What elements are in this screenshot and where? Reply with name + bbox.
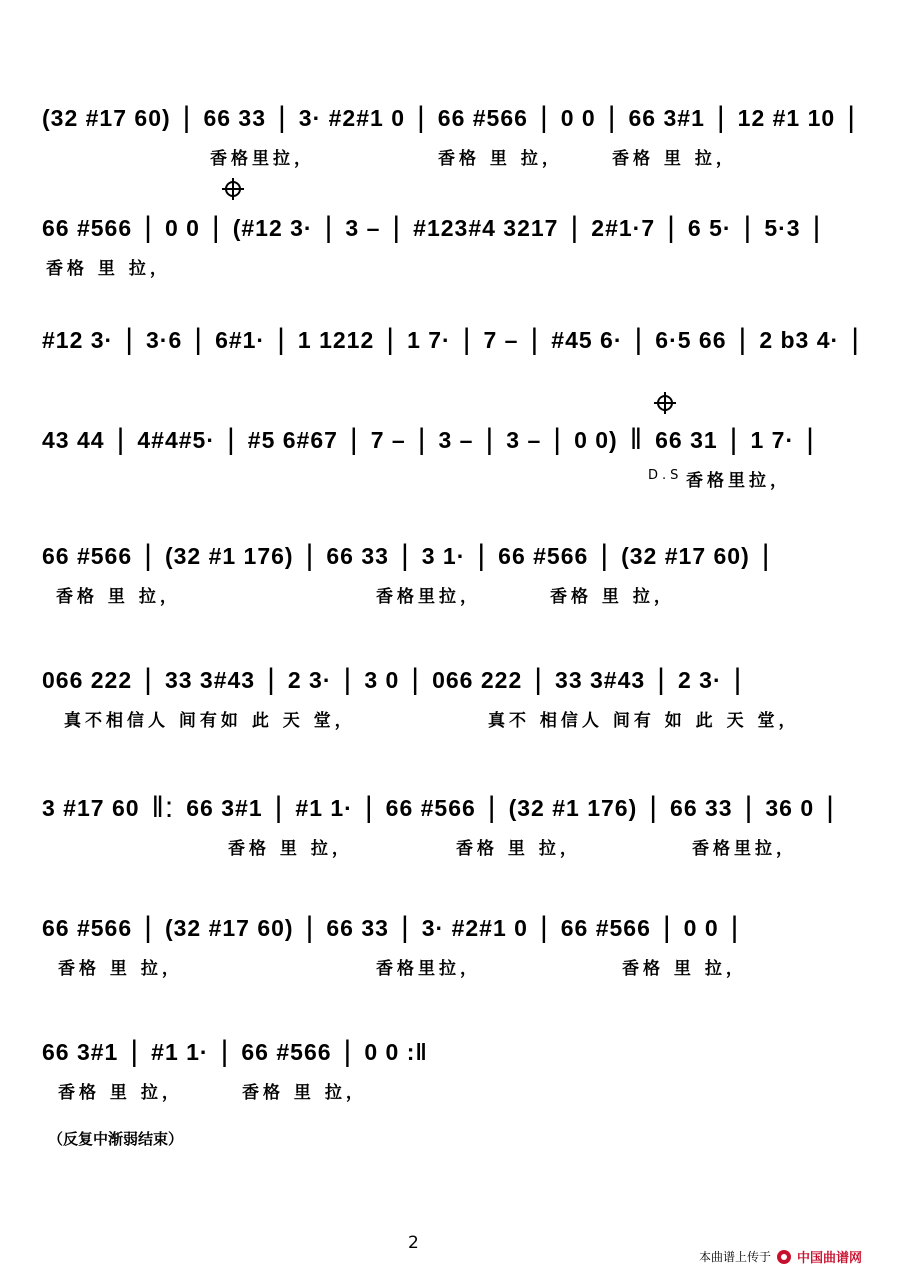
barline: | bbox=[743, 211, 753, 244]
notes-row bbox=[42, 662, 862, 698]
barline: | bbox=[392, 211, 402, 244]
barline: | bbox=[278, 101, 287, 134]
barline: | bbox=[812, 211, 822, 244]
measure: 66 33 bbox=[326, 914, 389, 941]
barline: | bbox=[477, 539, 487, 572]
barline: | bbox=[570, 211, 580, 244]
barline: | bbox=[226, 423, 236, 456]
measure: 12 #1 10 bbox=[737, 104, 836, 131]
lyrics-row bbox=[42, 254, 862, 280]
barline: | bbox=[730, 911, 740, 944]
barline: | bbox=[305, 539, 315, 572]
lyric: 香格 里 拉， bbox=[228, 839, 353, 859]
score-system bbox=[42, 210, 862, 284]
notes-row bbox=[42, 538, 862, 574]
barline: | bbox=[349, 423, 359, 456]
measure: 3 #17 60 bbox=[42, 794, 140, 821]
lyric: 香格里拉， bbox=[210, 149, 315, 169]
barline: | bbox=[667, 211, 676, 244]
barline: | bbox=[738, 323, 748, 356]
barline: | bbox=[530, 323, 540, 356]
measure: (32 #1 176) bbox=[164, 542, 294, 569]
upload-credit bbox=[699, 1247, 862, 1266]
lyric: 真不相信人 间有如 此 天 堂， bbox=[64, 711, 356, 731]
lyrics-row bbox=[42, 466, 862, 492]
lyrics-row bbox=[42, 1078, 862, 1104]
measure: 7 – bbox=[483, 326, 519, 353]
measure: 0 0 bbox=[683, 914, 719, 941]
barline: ‖: bbox=[151, 791, 175, 824]
barline: | bbox=[761, 539, 771, 572]
measure: 66 33 bbox=[203, 104, 266, 131]
measure: #123#4 3217 bbox=[413, 214, 559, 241]
lyrics-row bbox=[42, 834, 862, 860]
score-system bbox=[42, 790, 862, 864]
barline: | bbox=[716, 101, 726, 134]
measure: 3 – bbox=[438, 426, 474, 453]
measure: 6#1· bbox=[215, 326, 266, 353]
barline: | bbox=[649, 791, 659, 824]
barline: | bbox=[851, 323, 860, 356]
measure: 66 33 bbox=[326, 542, 389, 569]
lyric: 香格里拉， bbox=[692, 839, 797, 859]
barline: | bbox=[600, 539, 610, 572]
score-system bbox=[42, 662, 862, 736]
measure: 6 5· bbox=[687, 214, 732, 241]
measure: (#12 3· bbox=[232, 214, 313, 241]
measure: 66 33 bbox=[670, 794, 733, 821]
score-system bbox=[42, 100, 862, 174]
lyric: 真不 相信人 间有 如 此 天 堂， bbox=[488, 711, 800, 731]
barline: | bbox=[487, 791, 497, 824]
measure: 2 b3 4· bbox=[759, 326, 840, 353]
barline: | bbox=[144, 663, 153, 696]
measure: 36 0 bbox=[765, 794, 815, 821]
measure: 066 222 bbox=[432, 666, 523, 693]
score-system bbox=[42, 1034, 862, 1108]
lyrics-row bbox=[42, 582, 862, 608]
measure: (32 #17 60) bbox=[164, 914, 294, 941]
measure: #5 6#67 bbox=[247, 426, 338, 453]
notes-row bbox=[42, 322, 862, 358]
measure: 2 3· bbox=[677, 666, 722, 693]
measure: (32 #17 60) bbox=[621, 542, 750, 569]
measure: 33 3#43 bbox=[555, 666, 646, 693]
barline: | bbox=[485, 423, 495, 456]
measure: 66 #566 bbox=[42, 914, 133, 941]
barline: | bbox=[343, 1035, 353, 1068]
barline: | bbox=[417, 423, 427, 456]
lyric: 香格 里 拉， bbox=[58, 959, 183, 979]
measure: 66 #566 bbox=[437, 104, 528, 131]
coda-icon bbox=[654, 392, 676, 414]
measure: 5·3 bbox=[764, 214, 801, 241]
lyric: 香格 里 拉， bbox=[56, 587, 181, 607]
barline: | bbox=[364, 791, 374, 824]
notes-row bbox=[42, 210, 862, 246]
measure: 0 0 bbox=[560, 104, 596, 131]
page-number: 2 bbox=[408, 1233, 419, 1253]
barline: | bbox=[411, 663, 421, 696]
score-system bbox=[42, 538, 862, 612]
barline: | bbox=[744, 791, 754, 824]
barline: | bbox=[116, 423, 126, 456]
lyric: 香格 里 拉， bbox=[622, 959, 747, 979]
barline: | bbox=[305, 911, 315, 944]
lyric: 香格里拉， bbox=[686, 471, 791, 491]
measure: 3·6 bbox=[146, 326, 183, 353]
measure: 1 1212 bbox=[297, 326, 375, 353]
measure: 4#4#5· bbox=[137, 426, 215, 453]
measure: 66 3#1 bbox=[628, 104, 705, 131]
measure: 2 3· bbox=[287, 666, 332, 693]
measure: 6·5 66 bbox=[655, 326, 727, 353]
barline: | bbox=[324, 211, 334, 244]
barline: | bbox=[462, 323, 472, 356]
barline: | bbox=[417, 101, 426, 134]
measure: 0 0 bbox=[164, 214, 200, 241]
footnote: （反复中渐弱结束） bbox=[48, 1130, 184, 1148]
barline: | bbox=[634, 323, 644, 356]
measure: (32 #17 60) bbox=[42, 104, 171, 131]
barline: | bbox=[144, 539, 153, 572]
barline: | bbox=[847, 101, 856, 134]
barline: | bbox=[125, 323, 135, 356]
measure: 066 222 bbox=[42, 666, 133, 693]
barline: | bbox=[211, 211, 221, 244]
measure: 1 7· bbox=[750, 426, 795, 453]
barline: | bbox=[607, 101, 617, 134]
barline: | bbox=[400, 539, 410, 572]
lyric: 香格 里 拉， bbox=[438, 149, 563, 169]
lyric: 香格 里 拉， bbox=[58, 1083, 183, 1103]
barline: | bbox=[144, 211, 153, 244]
barline: | bbox=[386, 323, 396, 356]
barline: | bbox=[144, 911, 153, 944]
measure: 3· #2#1 0 bbox=[421, 914, 528, 941]
barline: | bbox=[662, 911, 672, 944]
measure: 3 1· bbox=[421, 542, 466, 569]
notes-row bbox=[42, 790, 862, 826]
measure: 66 #566 bbox=[241, 1038, 332, 1065]
score-system bbox=[42, 910, 862, 984]
barline: | bbox=[343, 663, 353, 696]
barline: | bbox=[267, 663, 276, 696]
barline: | bbox=[400, 911, 410, 944]
barline: | bbox=[539, 101, 549, 134]
measure: 7 – bbox=[370, 426, 406, 453]
segno-icon bbox=[222, 178, 244, 200]
barline: | bbox=[826, 791, 835, 824]
barline: | bbox=[733, 663, 743, 696]
measure: 3 – bbox=[506, 426, 542, 453]
notes-row bbox=[42, 100, 862, 136]
measure: 0 0 :‖ bbox=[364, 1038, 428, 1065]
measure: 3 0 bbox=[364, 666, 400, 693]
score-system bbox=[42, 422, 862, 496]
lyric: 香格 里 拉， bbox=[456, 839, 581, 859]
ds-marking: D.S bbox=[648, 468, 683, 483]
measure: 66 #566 bbox=[498, 542, 589, 569]
upload-text: 本曲谱上传于 bbox=[698, 1250, 771, 1264]
barline: | bbox=[534, 663, 544, 696]
barline: | bbox=[806, 423, 815, 456]
barline: | bbox=[130, 1035, 140, 1068]
barline: | bbox=[182, 101, 192, 134]
measure: #45 6· bbox=[551, 326, 623, 353]
notes-row bbox=[42, 910, 862, 946]
lyric: 香格里拉， bbox=[376, 959, 481, 979]
measure: 66 3#1 bbox=[186, 794, 263, 821]
measure: 66 #566 bbox=[385, 794, 476, 821]
measure: #1 1· bbox=[151, 1038, 209, 1065]
lyric: 香格里拉， bbox=[376, 587, 481, 607]
notes-row bbox=[42, 422, 862, 458]
barline: | bbox=[553, 423, 563, 456]
measure: 2#1·7 bbox=[591, 214, 656, 241]
lyrics-row bbox=[42, 706, 862, 732]
measure: 66 3#1 bbox=[42, 1038, 119, 1065]
measure: 66 #566 bbox=[42, 214, 133, 241]
measure: (32 #1 176) bbox=[508, 794, 638, 821]
lyrics-row bbox=[42, 144, 862, 170]
barline: ‖ bbox=[629, 423, 644, 456]
lyrics-row bbox=[42, 366, 862, 392]
measure: 66 31 bbox=[655, 426, 718, 453]
score-system bbox=[42, 322, 862, 396]
measure: 66 #566 bbox=[42, 542, 133, 569]
measure: 1 7· bbox=[407, 326, 451, 353]
measure: 3 – bbox=[345, 214, 381, 241]
lyrics-row bbox=[42, 954, 862, 980]
lyric: 香格 里 拉， bbox=[46, 259, 171, 279]
barline: | bbox=[657, 663, 666, 696]
barline: | bbox=[277, 323, 286, 356]
site-logo-icon bbox=[777, 1250, 791, 1264]
notes-row bbox=[42, 1034, 862, 1070]
measure: #12 3· bbox=[42, 326, 114, 353]
barline: | bbox=[729, 423, 739, 456]
measure: 0 0) bbox=[574, 426, 618, 453]
lyric: 香格 里 拉， bbox=[550, 587, 675, 607]
measure: 66 #566 bbox=[560, 914, 651, 941]
measure: 43 44 bbox=[42, 426, 105, 453]
measure: 33 3#43 bbox=[164, 666, 256, 693]
barline: | bbox=[194, 323, 204, 356]
barline: | bbox=[539, 911, 549, 944]
lyric: 香格 里 拉， bbox=[242, 1083, 367, 1103]
barline: | bbox=[220, 1035, 230, 1068]
site-name: 中国曲谱网 bbox=[796, 1251, 862, 1266]
barline: | bbox=[274, 791, 284, 824]
measure: #1 1· bbox=[295, 794, 353, 821]
measure: 3· #2#1 0 bbox=[298, 104, 405, 131]
lyric: 香格 里 拉， bbox=[612, 149, 737, 169]
